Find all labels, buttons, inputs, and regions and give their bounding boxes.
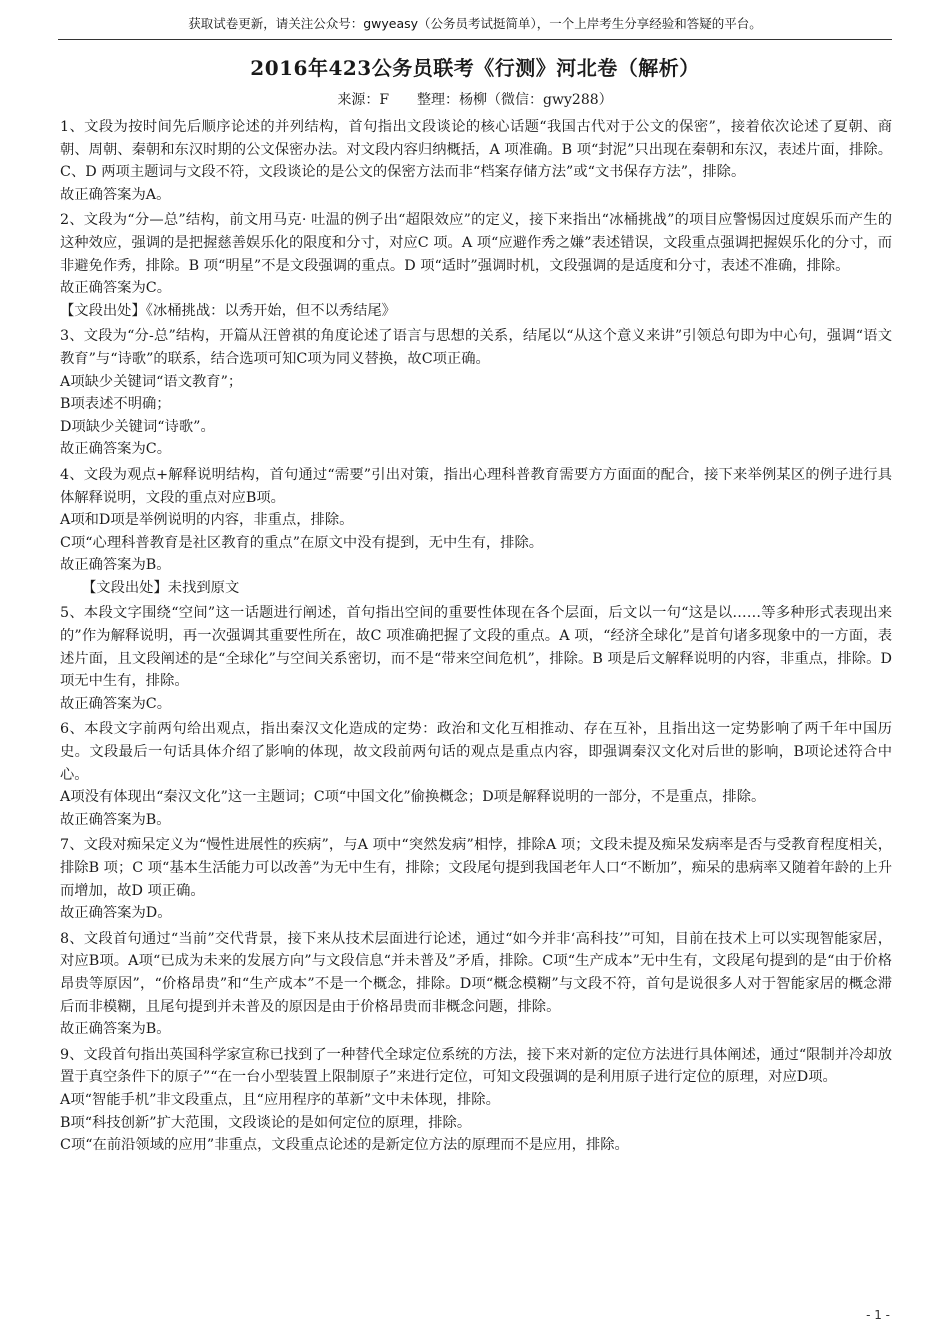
question-analysis-paragraph: 8、文段首句通过“当前”交代背景，接下来从技术层面进行论述，通过“如今并非‘高科技’”可知，目前在技术上可以实现智能家居，对应B项。A项“已成为未来的发展方向”与文段信息“并未普及”矛盾，排除。C项“生产成本”无中生有，文段尾句提到的是“由于价格昂贵等原因”，“价格昂贵”和“生产成本”不是一个概念，排除。D项“概念模糊”与文段不符，首句是说很多人对于智能家居的概念滞后而非模糊，且尾句提到并未普及的原因是由于价格昂贵而非概念问题，排除。 bbox=[60, 930, 892, 1015]
question-analysis-paragraph: 2、文段为“分—总”结构，前文用马克· 吐温的例子出“超限效应”的定义，接下来指出“冰桶挑战”的项目应警惕因过度娱乐而产生的这种效应，强调的是把握慈善娱乐化的限度和分寸，对应C 项。A 项“应避作秀之嫌”表述错误，文段重点强调把握娱乐化的分寸，而非避免作秀，排除。B 项“明星”不是文段强调的重点。D 项“适时”强调时机，文段强调的是适度和分寸，表述不准确，排除。 bbox=[60, 212, 892, 274]
answer-line: C项“心理科普教育是社区教育的重点”在原文中没有提到，无中生有，排除。 bbox=[60, 534, 544, 551]
source-line: 来源：F 整理：杨柳（微信：gwy288） bbox=[337, 92, 613, 108]
answer-line: B项表述不明确； bbox=[60, 396, 171, 413]
header-divider bbox=[58, 39, 892, 40]
answer-line: 故正确答案为C。 bbox=[60, 280, 172, 297]
answer-line: 故正确答案为B。 bbox=[60, 1021, 171, 1038]
question-analysis-paragraph: 6、本段文字前两句给出观点，指出秦汉文化造成的定势：政治和文化互相推动、存在互补，且指出这一定势影响了两千年中国历史。文段最后一句话具体介绍了影响的体现，故文段前两句话的观点是重点内容，即强调秦汉文化对后世的影响，B项论述符合中心。 bbox=[60, 721, 892, 783]
answer-line: 【文段出处】未找到原文 bbox=[82, 579, 240, 596]
answer-line: A项没有体现出“秦汉文化”这一主题词；C项“中国文化”偷换概念；D项是解释说明的一部分，不是重点，排除。 bbox=[60, 789, 766, 806]
answer-line: D项缺少关键词“诗歌”。 bbox=[60, 418, 215, 435]
answer-line: 故正确答案为B。 bbox=[60, 811, 171, 828]
document-title: 2016年423公务员联考《行测》河北卷（解析） bbox=[250, 56, 700, 80]
header-banner: 获取试卷更新，请关注公众号：gwyeasy（公务员考试挺简单），一个上岸考生分享经验和答疑的平台。 bbox=[188, 16, 762, 31]
answer-line: 【文段出处】《冰桶挑战：以秀开始，但不以秀结尾》 bbox=[60, 302, 396, 319]
answer-line: A项缺少关键词“语文教育”； bbox=[60, 373, 243, 390]
answer-line: A项和D项是举例说明的内容，非重点，排除。 bbox=[60, 512, 354, 529]
question-analysis-paragraph: 1、文段为按时间先后顺序论述的并列结构，首句指出文段谈论的核心话题“我国古代对于公文的保密”，接着依次论述了夏朝、商朝、周朝、秦朝和东汉时期的公文保密办法。对文段内容归纳概括，A 项准确。B 项“封泥”只出现在秦朝和东汉，表述片面，排除。C、D 两项主题词与文段不符，文段谈论的是公文的保密方法而非“档案存储方法”或“文书保存方法”，排除。 bbox=[60, 119, 892, 181]
question-analysis-paragraph: 9、文段首句指出英国科学家宣称已找到了一种替代全球定位系统的方法，接下来对新的定位方法进行具体阐述，通过“限制并冷却放置于真空条件下的原子”“在一台小型装置上限制原子”来进行定位，可知文段强调的是利用原子进行定位的原理，对应D项。 bbox=[60, 1046, 892, 1086]
question-analysis-paragraph: 7、文段对痴呆定义为“慢性进展性的疾病”，与A 项中“突然发病”相悖，排除A 项；文段未提及痴呆发病率是否与受教育程度相关，排除B 项；C 项“基本生活能力可以改善”为无中生有，排除；文段尾句提到我国老年人口“不断加”，痴呆的患病率又随着年龄的上升而增加，故D 项正确。 bbox=[60, 837, 892, 899]
question-analysis-paragraph: 3、文段为“分-总”结构，开篇从汪曾祺的角度论述了语言与思想的关系，结尾以“从这个意义来讲”引领总句即为中心句，强调“语文教育”与“诗歌”的联系，结合选项可知C项为同义替换，故C项正确。 bbox=[60, 328, 892, 367]
answer-line: A项“智能手机”非文段重点，且“应用程序的革新”文中未体现，排除。 bbox=[60, 1091, 500, 1108]
question-analysis-paragraph: 5、本段文字围绕“空间”这一话题进行阐述，首句指出空间的重要性体现在各个层面，后文以一句“这是以……等多种形式表现出来的”作为解释说明，再一次强调其重要性所在，故C 项准确把握了文段的重点。A 项，“经济全球化”是首句诸多现象中的一方面，表述片面，且文段阐述的是“全球化”与空间关系密切，而不是“带来空间危机”，排除。B 项是后文解释说明的内容，非重点，排除。D 项无中生有，排除。 bbox=[60, 605, 892, 690]
answer-line: 故正确答案为C。 bbox=[60, 441, 172, 458]
answer-line: 故正确答案为C。 bbox=[60, 695, 172, 712]
page-number: - 1 - bbox=[866, 1308, 890, 1322]
answer-line: 故正确答案为D。 bbox=[60, 905, 172, 922]
answer-line: 故正确答案为B。 bbox=[60, 557, 171, 574]
answer-line: C项“在前沿领域的应用”非重点，文段重点论述的是新定位方法的原理而不是应用，排除。 bbox=[60, 1137, 629, 1154]
answer-line: 故正确答案为A。 bbox=[60, 186, 171, 203]
question-analysis-paragraph: 4、文段为观点+解释说明结构，首句通过“需要”引出对策，指出心理科普教育需要方方面面的配合，接下来举例某区的例子进行具体解释说明，文段的重点对应B项。 bbox=[60, 466, 892, 506]
document-body bbox=[60, 113, 892, 1157]
answer-line: B项“科技创新”扩大范围，文段谈论的是如何定位的原理，排除。 bbox=[60, 1114, 472, 1131]
